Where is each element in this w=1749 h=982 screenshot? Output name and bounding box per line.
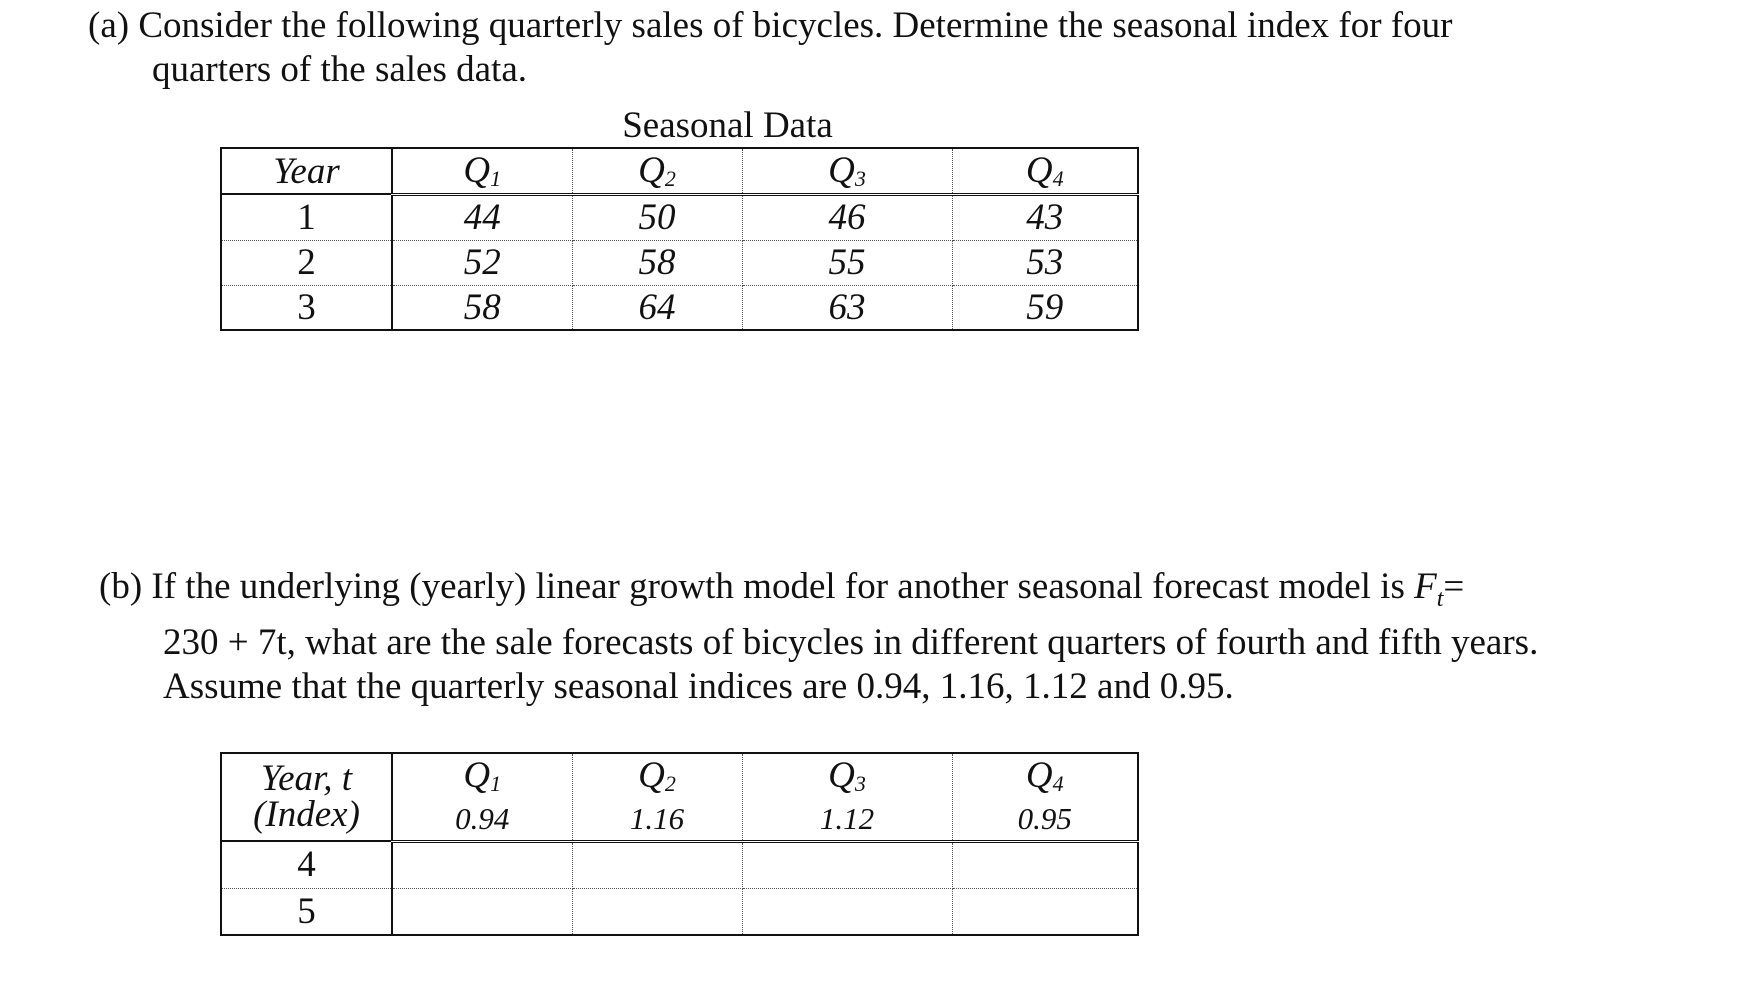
part-b-line-3: Assume that the quarterly seasonal indices are 0.94, 1.16, 1.12 and 0.95. [163, 666, 1234, 707]
forecast-cell [572, 888, 742, 935]
part-b-line-1: (b) If the underlying (yearly) linear growth model for another seasonal forecast model is $F_t=$ [99, 566, 1465, 612]
forecast-cell [952, 841, 1138, 888]
q1-seasonal-index: 0.94 [455, 800, 510, 836]
q3-seasonal-index: 1.12 [819, 800, 875, 836]
table-row [221, 285, 1138, 330]
table-row [221, 888, 1138, 935]
part-b-line-2: 230 + 7t, what are the sale forecasts of bicycles in different quarters of fourth and fifth years. [163, 622, 1539, 663]
sales-cell: 58 [392, 285, 572, 330]
forecast-cell [572, 841, 742, 888]
sales-cell: 64 [572, 285, 742, 330]
q3-column-header: $Q_3$ [742, 148, 952, 194]
table-a-header-row [221, 148, 1138, 194]
sales-cell: 52 [392, 240, 572, 285]
forecast-cell [742, 841, 952, 888]
part-a-question [88, 4, 1710, 92]
sales-cell: 46 [742, 194, 952, 240]
q4-column-header: $Q_4$ 0.95 [952, 753, 1138, 841]
table-row [221, 841, 1138, 888]
year-cell: 1 [221, 194, 392, 240]
sales-cell: 44 [392, 194, 572, 240]
sales-cell: 59 [952, 285, 1138, 330]
sales-cell: 55 [742, 240, 952, 285]
seasonal-data-table [220, 147, 1139, 331]
sales-cell: 53 [952, 240, 1138, 285]
sales-cell: 50 [572, 194, 742, 240]
sales-cell: 43 [952, 194, 1138, 240]
q4-column-header: $Q_4$ [952, 148, 1138, 194]
table-row [221, 240, 1138, 285]
q3-column-header: $Q_3$ 1.12 [742, 753, 952, 841]
forecast-cell [392, 888, 572, 935]
q1-column-header: $Q_1$ 0.94 [392, 753, 572, 841]
year-index-header: Year, t (Index) [221, 753, 392, 841]
year-column-header: Year [221, 148, 392, 194]
forecast-cell [952, 888, 1138, 935]
table-b-header-row [221, 753, 1138, 841]
forecast-symbol: $F_t$ [1414, 566, 1444, 612]
sales-cell: 58 [572, 240, 742, 285]
sales-cell: 63 [742, 285, 952, 330]
forecast-cell [742, 888, 952, 935]
q1-column-header: $Q_1$ [392, 148, 572, 194]
q2-column-header: $Q_2$ 1.16 [572, 753, 742, 841]
forecast-table [220, 752, 1139, 936]
q4-seasonal-index: 0.95 [1017, 800, 1072, 836]
q2-seasonal-index: 1.16 [629, 800, 685, 836]
part-a-line-1: (a) Consider the following quarterly sales of bicycles. Determine the seasonal index for four [88, 5, 1453, 46]
table-a-caption: Seasonal Data [622, 105, 833, 146]
forecast-cell [392, 841, 572, 888]
part-b-question [99, 565, 1711, 709]
part-a-line-2: quarters of the sales data. [152, 49, 527, 90]
year-cell: 3 [221, 285, 392, 330]
q2-column-header: $Q_2$ [572, 148, 742, 194]
year-cell: 5 [221, 888, 392, 935]
year-cell: 4 [221, 841, 392, 888]
year-cell: 2 [221, 240, 392, 285]
table-row [221, 194, 1138, 240]
